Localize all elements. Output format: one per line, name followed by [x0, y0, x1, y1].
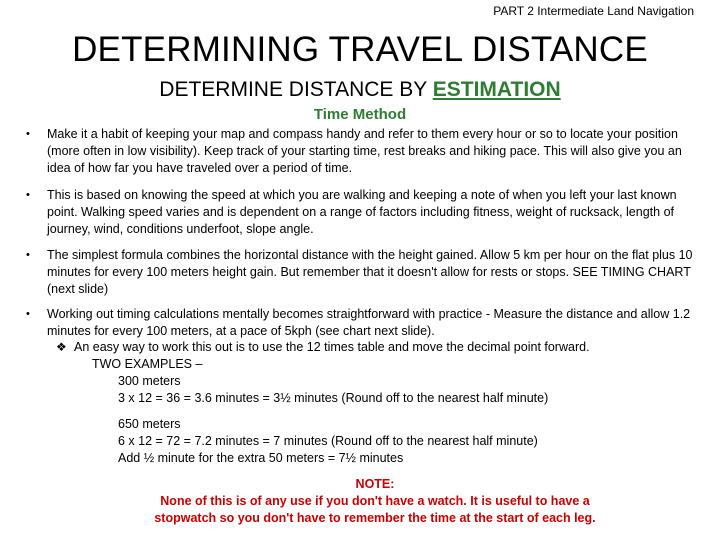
bullet-marker: •: [26, 308, 30, 320]
header-note: PART 2 Intermediate Land Navigation: [493, 4, 694, 18]
bullet-text: Working out timing calculations mentally becomes straightforward with practice - Measure the distance and allow 1.2 minutes for every 100 meters, at a pace of 5kph (see chart next slide).: [47, 307, 691, 338]
page-title: DETERMINING TRAVEL DISTANCE: [72, 30, 648, 69]
note-box: [0, 476, 720, 527]
note-label: NOTE:: [355, 477, 395, 491]
example-2-distance: 650 meters: [118, 417, 181, 431]
example-1-distance: 300 meters: [118, 374, 181, 388]
bullet-text: This is based on knowing the speed at which you are walking and keeping a note of when you left your last known point. Walking speed varies and is dependent on a range of factors including fitness, weight of rucksack, length of journey, wind, conditions underfoot, slope angle.: [47, 188, 677, 236]
bullet-marker: •: [26, 249, 30, 261]
tip-line: [56, 339, 590, 356]
bullet-marker: •: [26, 189, 30, 201]
example-2-addition: Add ½ minute for the extra 50 meters = 7½ minutes: [118, 451, 404, 465]
bullet-text: Make it a habit of keeping your map and compass handy and refer to them every hour or so to locate your position (more often in low visibility). Keep track of your starting time, rest breaks and hiking pace. This will also give you an idea of how far you have traveled over a period of time.: [47, 127, 682, 175]
example-2-calculation: 6 x 12 = 72 = 7.2 minutes = 7 minutes (Round off to the nearest half minute): [118, 434, 538, 448]
diamond-bullet-icon: ❖: [56, 340, 67, 354]
bullet-text: The simplest formula combines the horizontal distance with the height gained. Allow 5 km per hour on the flat plus 10 minutes for every 100 meters height gain. But remember that it doesn't allow for rests or stops. SEE TIMING CHART (next slide): [47, 248, 693, 296]
note-line-1: None of this is of any use if you don't have a watch. It is useful to have a: [160, 494, 590, 508]
subtitle-prefix: DETERMINE DISTANCE BY: [159, 78, 433, 101]
tip-text: An easy way to work this out is to use the 12 times table and move the decimal point forward.: [74, 340, 590, 354]
subtitle: [0, 78, 720, 102]
examples-heading: TWO EXAMPLES –: [92, 357, 203, 371]
bullet-marker: •: [26, 128, 30, 140]
subtitle-accent: ESTIMATION: [432, 78, 561, 101]
example-1-calculation: 3 x 12 = 36 = 3.6 minutes = 3½ minutes (Round off to the nearest half minute): [118, 391, 549, 405]
note-line-2: stopwatch so you don't have to remember the time at the start of each leg.: [154, 511, 596, 525]
method-heading: Time Method: [313, 106, 407, 123]
